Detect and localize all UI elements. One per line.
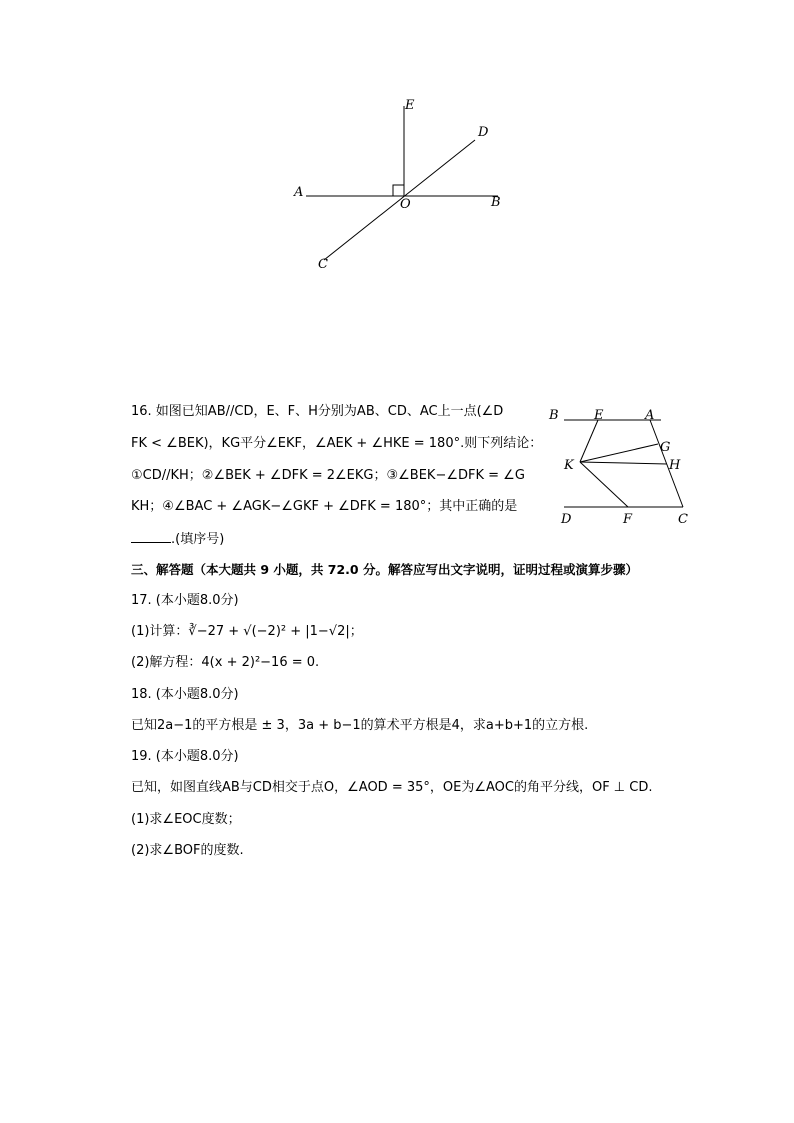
q17-part-1 bbox=[131, 623, 363, 641]
label-c: C bbox=[318, 257, 328, 272]
segment-kh bbox=[580, 462, 667, 464]
q16-line-2: FK < ∠BEK)，KG平分∠EKF，∠AEK + ∠HKE = 180°.则下列结论： bbox=[131, 436, 543, 451]
q16-line-5 bbox=[131, 530, 224, 549]
q17-part-1-prefix: (1)计算： bbox=[131, 624, 189, 639]
segment-kg bbox=[580, 444, 658, 462]
label-d: D bbox=[561, 512, 572, 527]
label-k: K bbox=[564, 458, 574, 473]
label-e: E bbox=[594, 408, 604, 423]
q16-line-3: ①CD//KH；②∠BEK + ∠DFK = 2∠EKG；③∠BEK−∠DFK = ∠G bbox=[131, 468, 525, 483]
segment-ek bbox=[580, 420, 598, 462]
q16-line-1: 16. 如图已知AB//CD，E、F、H分别为AB、CD、AC上一点(∠D bbox=[131, 404, 504, 419]
label-f: F bbox=[623, 512, 633, 527]
q19-part-2: (2)求∠BOF的度数. bbox=[131, 843, 244, 858]
q17-header: 17. (本小题8.0分) bbox=[131, 593, 239, 608]
label-d: D bbox=[478, 125, 489, 140]
q17-part-2: (2)解方程：4(x + 2)²−16 = 0. bbox=[131, 655, 320, 670]
q18-text: 已知2a−1的平方根是 ± 3，3a + b−1的算术平方根是4，求a+b+1的立方根. bbox=[131, 718, 589, 733]
label-c: C bbox=[678, 512, 688, 527]
label-a: A bbox=[645, 408, 655, 423]
answer-blank[interactable] bbox=[131, 530, 171, 543]
q18-header: 18. (本小题8.0分) bbox=[131, 687, 239, 702]
q17-part-1-expression: ∛−27 + √(−2)² + |1−√2|； bbox=[188, 624, 363, 639]
q16-fill-hint: .(填序号) bbox=[171, 532, 225, 547]
q19-part-1: (1)求∠EOC度数； bbox=[131, 812, 241, 827]
label-o: O bbox=[400, 197, 411, 212]
q19-header: 19. (本小题8.0分) bbox=[131, 749, 239, 764]
right-angle-mark bbox=[393, 185, 404, 196]
label-e: E bbox=[405, 98, 415, 113]
q16-line-4: KH；④∠BAC + ∠AGK−∠GKF + ∠DFK = 180°；其中正确的是 bbox=[131, 499, 518, 514]
label-h: H bbox=[669, 458, 681, 473]
label-b: B bbox=[491, 195, 501, 210]
label-b: B bbox=[549, 408, 559, 423]
segment-kf bbox=[580, 462, 628, 507]
figure-intersecting-lines bbox=[280, 90, 520, 280]
figure-parallel-lines bbox=[544, 400, 704, 530]
label-a: A bbox=[294, 185, 304, 200]
label-g: G bbox=[660, 440, 671, 455]
section-3-heading: 三、解答题（本大题共 9 小题，共 72.0 分。解答应写出文字说明，证明过程或演算步骤） bbox=[131, 562, 638, 577]
q19-text: 已知，如图直线AB与CD相交于点O，∠AOD = 35°，OE为∠AOC的角平分线，OF ⊥ CD. bbox=[131, 780, 653, 795]
